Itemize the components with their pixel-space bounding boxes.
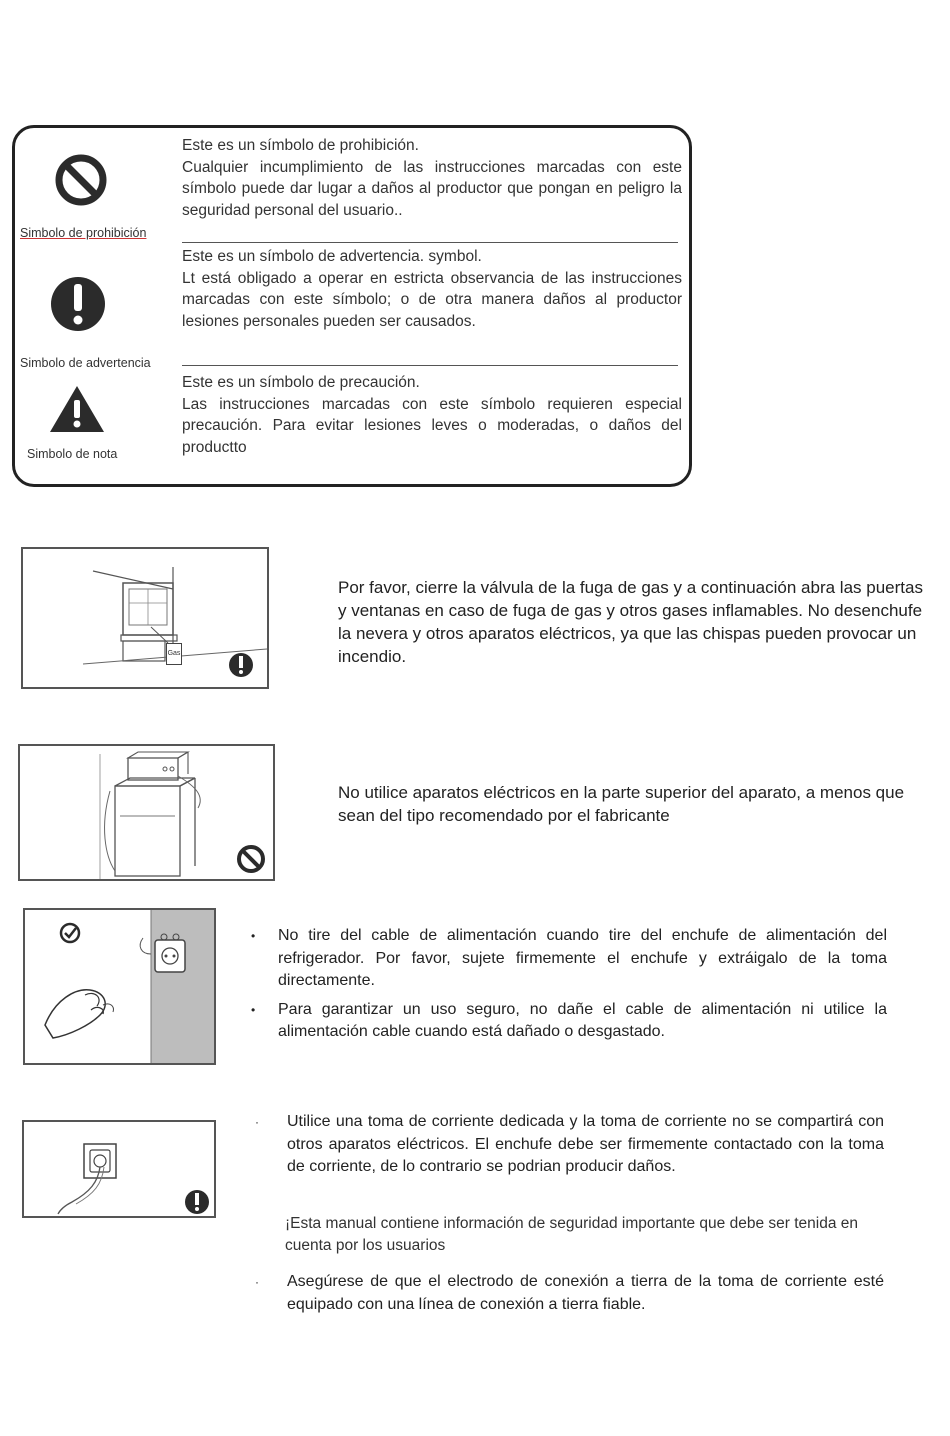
prohibition-text: Cualquier incumplimiento de las instrucciones marcadas con este símbolo puede dar lugar a daños al productor que pongan en peligro la seguridad personal del usuario.. <box>182 158 682 219</box>
gas-leak-text: Por favor, cierre la válvula de la fuga de gas y a continuación abra las puertas y ventanas en caso de fuga de gas y otros gases inflamables. No desenchufe la nevera y otros aparatos eléctricos, ya que las chispas pueden provocar un incendio. <box>338 578 923 666</box>
prohibition-symbol-label: Simbolo de prohibición <box>20 226 147 240</box>
socket-icon <box>84 1144 116 1178</box>
grounding-bullets <box>255 1271 884 1316</box>
caution-title: Este es un símbolo de precaución. <box>182 374 420 391</box>
list-item <box>251 999 887 1044</box>
prohibition-entry <box>182 135 682 221</box>
symbol-legend-box <box>12 125 692 487</box>
prohibition-title: Este es un símbolo de prohibición. <box>182 137 419 154</box>
fridge-top-appliance-illustration <box>18 744 275 881</box>
caution-text: Las instrucciones marcadas con este símbolo requieren especial precaución. Para evitar lesiones leves o moderadas, o daños del productto <box>182 395 682 456</box>
divider <box>182 242 678 243</box>
bullet-icon: · <box>255 1275 259 1289</box>
top-appliances-text: No utilice aparatos eléctricos en la parte superior del aparato, a menos que sean del tipo recomendado por el fabricante <box>338 783 905 825</box>
outlet-bullet-1: Utilice una toma de corriente dedicada y la toma de corriente no se compartirá con otros aparatos eléctricos. El enchufe debe ser firmemente contactado con la toma de corriente, de lo contrario se podrian producir daños. <box>287 1113 884 1175</box>
power-plug-illustration <box>23 908 216 1065</box>
bullet-icon: • <box>251 1002 256 1017</box>
exclamation-icon <box>185 1190 209 1214</box>
outlet-bullets <box>255 1111 884 1179</box>
top-appliances-text-block <box>338 781 942 827</box>
exclamation-icon <box>49 274 107 334</box>
gas-leak-illustration <box>21 547 269 689</box>
prohibition-icon <box>239 847 263 871</box>
wall-outlet-illustration <box>22 1120 216 1218</box>
caution-entry <box>182 372 682 458</box>
warning-triangle-icon <box>48 384 106 434</box>
bullet-icon: · <box>255 1115 259 1129</box>
prohibition-icon <box>53 152 109 208</box>
divider <box>182 365 678 366</box>
power-cable-bullet-2: Para garantizar un uso seguro, no dañe el cable de alimentación ni utilice la alimentación cable cuando está dañado o desgastado. <box>278 1000 887 1040</box>
safety-info-note: ¡Esta manual contiene información de seguridad importante que debe ser tenida en cuenta por los usuarios <box>285 1215 859 1254</box>
list-item <box>255 1271 884 1316</box>
power-cable-bullets <box>251 925 887 1044</box>
gas-cylinder-tag: Gas <box>166 643 182 665</box>
list-item <box>255 1111 884 1179</box>
warning-title: Este es un símbolo de advertencia. symbol. <box>182 248 482 265</box>
socket-icon <box>140 934 185 972</box>
warning-entry <box>182 246 682 332</box>
gas-leak-text-block <box>338 576 930 668</box>
warning-symbol-label: Simbolo de advertencia <box>20 356 151 370</box>
check-icon <box>61 924 79 942</box>
list-item <box>251 925 887 993</box>
warning-text: Lt está obligado a operar en estricta observancia de las instrucciones marcadas con este símbolo; o de otra manera daños al productor lesiones personales pueden ser causados. <box>182 269 682 330</box>
caution-symbol-label: Simbolo de nota <box>27 447 118 461</box>
power-cable-bullet-1: No tire del cable de alimentación cuando tire del enchufe de alimentación del refrigerador. Por favor, sujete firmemente el enchufe y extráigalo de la toma directamente. <box>278 927 887 989</box>
bullet-icon: • <box>251 929 256 943</box>
grounding-bullet: Asegúrese de que el electrodo de conexión a tierra de la toma de corriente esté equipado con una línea de conexión a tierra fiable. <box>287 1273 884 1313</box>
